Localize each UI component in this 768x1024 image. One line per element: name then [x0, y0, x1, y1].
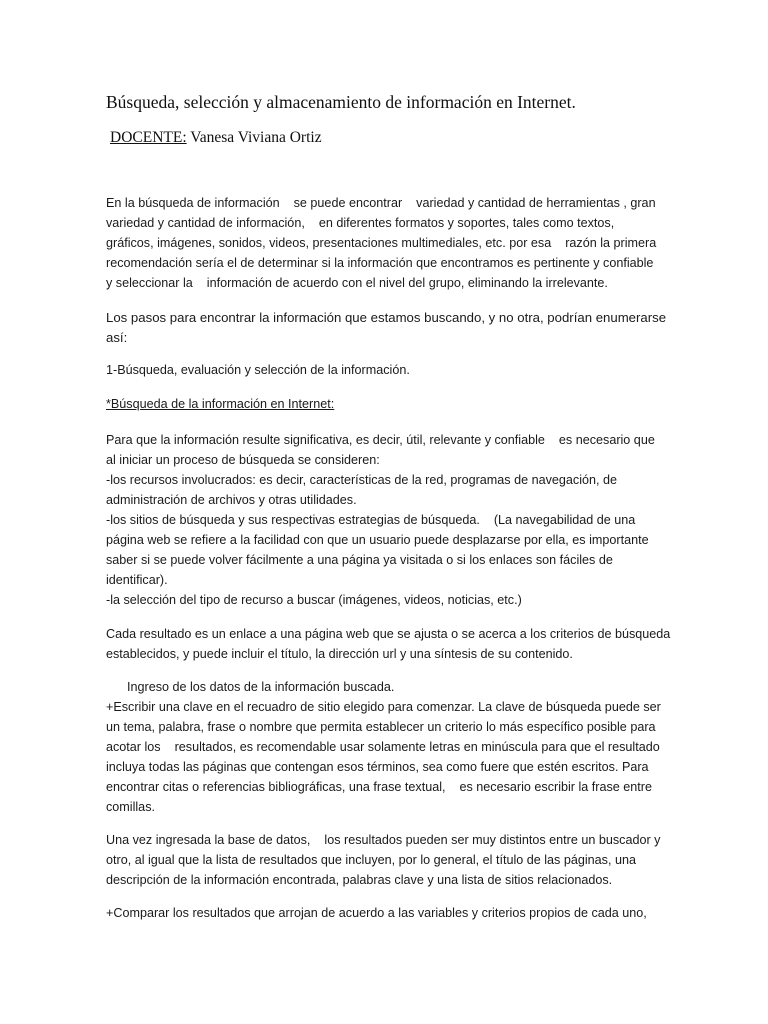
text-line: acotar los resultados, es recomendable usar solamente letras en minúscula para que el resultado	[106, 740, 660, 754]
text-line: -los recursos involucrados: es decir, características de la red, programas de navegación, de	[106, 473, 617, 487]
text-line: incluya todas las páginas que contengan esos términos, sea como fuere que estén escritos. Para	[106, 760, 649, 774]
text-line: y seleccionar la información de acuerdo con el nivel del grupo, eliminando la irrelevante.	[106, 276, 608, 290]
text-line: gráficos, imágenes, sonidos, videos, presentaciones multimediales, etc. por esa razón la primera	[106, 236, 657, 250]
text-line: -los sitios de búsqueda y sus respectivas estrategias de búsqueda. (La navegabilidad de una	[106, 513, 636, 527]
document-title: Búsqueda, selección y almacenamiento de información en Internet.	[106, 92, 576, 112]
text-line: Cada resultado es un enlace a una página web que se ajusta o se acerca a los criterios de búsqueda	[106, 627, 671, 641]
text-line: -la selección del tipo de recurso a buscar (imágenes, videos, noticias, etc.)	[106, 593, 522, 607]
text-line: Una vez ingresada la base de datos, los resultados pueden ser muy distintos entre un buscador y	[106, 833, 661, 847]
text-line: otro, al igual que la lista de resultados que incluyen, por lo general, el título de las páginas, una	[106, 853, 636, 867]
text-line: +Escribir una clave en el recuadro de sitio elegido para comenzar. La clave de búsqueda puede ser	[106, 700, 661, 714]
text-line: saber si se puede volver fácilmente a una página ya visitada o si los enlaces son fáciles de	[106, 553, 613, 567]
text-line: recomendación sería el de determinar si la información que encontramos es pertinente y confiable	[106, 256, 654, 270]
section-subheading: *Búsqueda de la información en Internet:	[106, 397, 335, 411]
text-line: establecidos, y puede incluir el título, la dirección url y una síntesis de su contenido.	[106, 647, 573, 661]
text-line: En la búsqueda de información se puede encontrar variedad y cantidad de herramientas , gran	[106, 196, 656, 210]
text-line: identificar).	[106, 573, 168, 587]
text-line: +Comparar los resultados que arrojan de acuerdo a las variables y criterios propios de cada uno,	[106, 906, 647, 920]
docente-name: Vanesa Viviana Ortiz	[186, 129, 322, 146]
paragraph-para-que	[106, 430, 666, 610]
text-line: página web se refiere a la facilidad con que un usuario puede desplazarse por ella, es importante	[106, 533, 649, 547]
paragraph-ingreso	[106, 677, 666, 817]
subheading-busqueda	[106, 394, 666, 414]
text-line: variedad y cantidad de información, en diferentes formatos y soportes, tales como textos,	[106, 216, 615, 230]
paragraph-pasos	[106, 308, 666, 348]
text-line: así:	[106, 330, 128, 345]
text-line: un tema, palabra, frase o nombre que permita establecer un criterio lo más específico posible para	[106, 720, 656, 734]
text-line: descripción de la información encontrada, palabras clave y una lista de sitios relacionados.	[106, 873, 613, 887]
text-line: Los pasos para encontrar la información que estamos buscando, y no otra, podrían enumerarse	[106, 310, 667, 325]
text-line: encontrar citas o referencias bibliográficas, una frase textual, es necesario escribir la frase entre	[106, 780, 652, 794]
paragraph-cada-resultado	[106, 624, 671, 664]
paragraph-intro	[106, 193, 666, 293]
docente-label: DOCENTE:	[110, 129, 187, 146]
paragraph-comparar	[106, 903, 666, 923]
text-line: Para que la información resulte significativa, es decir, útil, relevante y confiable es necesario que	[106, 433, 655, 447]
text-line: administración de archivos y otras utilidades.	[106, 493, 357, 507]
text-line: Ingreso de los datos de la información buscada.	[106, 680, 395, 694]
paragraph-step1	[106, 360, 666, 380]
text-line: 1-Búsqueda, evaluación y selección de la información.	[106, 363, 410, 377]
docente-line	[110, 127, 322, 149]
paragraph-una-vez	[106, 830, 666, 890]
text-line: al iniciar un proceso de búsqueda se consideren:	[106, 453, 380, 467]
text-line: comillas.	[106, 800, 155, 814]
